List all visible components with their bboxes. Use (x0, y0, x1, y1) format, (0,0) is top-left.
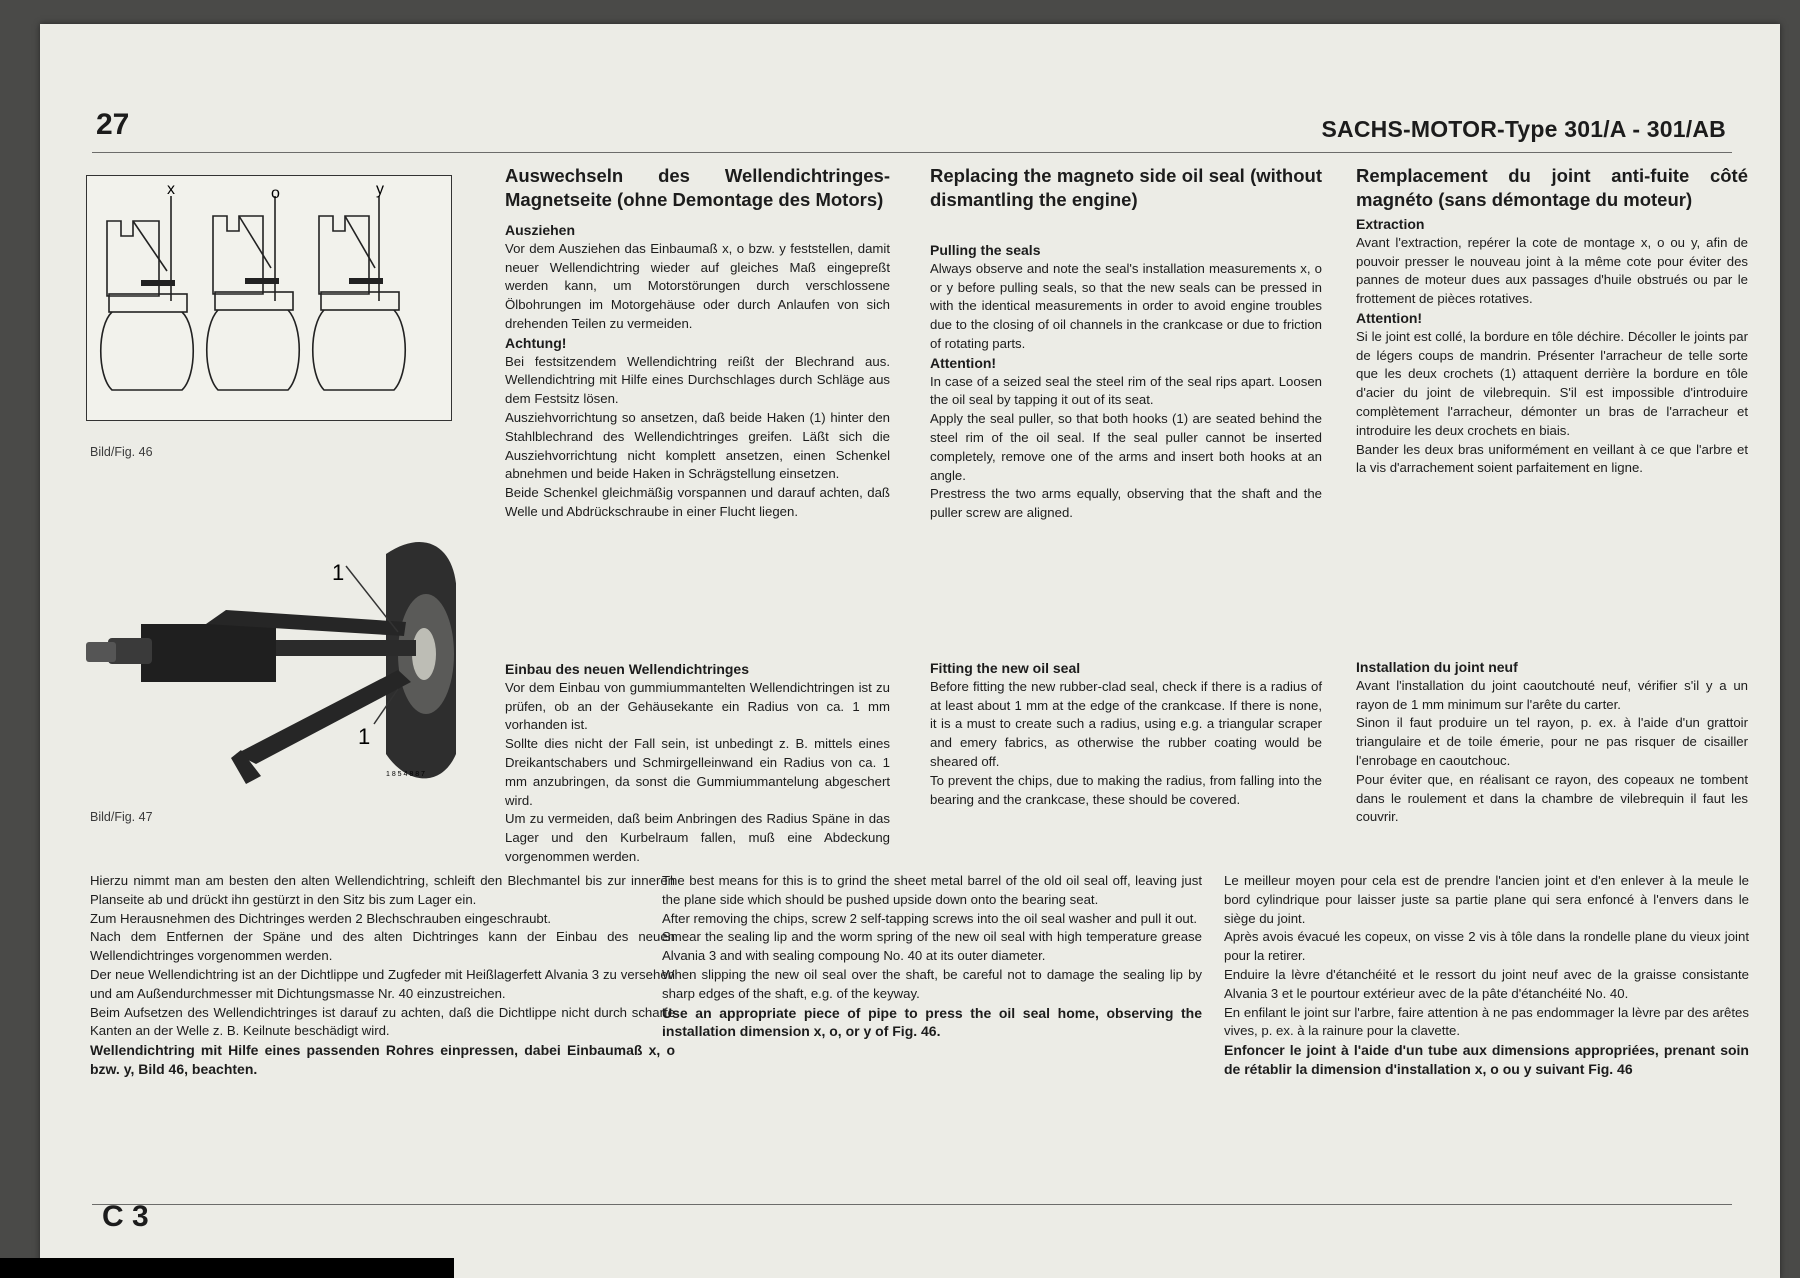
french-column (1356, 164, 1748, 478)
german-section-fitting: Einbau des neuen Wellendichtringes (505, 661, 750, 677)
french-installation-text-1: Avant l'installation du joint caoutchouté neuf, vérifier s'il y a un rayon de 1 mm minimum sur l'arête du carter. (1356, 677, 1748, 712)
german-column (505, 164, 890, 522)
french-bottom-p1: Le meilleur moyen pour cela est de prendre l'ancien joint et d'en enlever à la meule le bord cylindrique pour laisser juste sa partie plane qui sera enfoncé à l'envers dans le siège du joint. (1224, 873, 1749, 926)
fig46-label-y: y (376, 181, 384, 198)
figure-47-caption: Bild/Fig. 47 (90, 810, 153, 824)
german-bottom-p4: Der neue Wellendichtring ist an der Dichtlippe und Zugfeder mit Heißlagerfett Alvania 3 zu versehen und am Außendurchmesser mit Dichtungsmasse Nr. 40 einzustreichen. (90, 966, 675, 1001)
french-installation-text-3: Pour éviter que, en réalisant ce rayon, des copeaux ne tombent dans le roulement et dans la chambre de vilebrequin il faut les couvrir. (1356, 771, 1748, 825)
german-prestress-text: Beide Schenkel gleichmäßig vorspannen und darauf achten, daß Welle und Abdrückschraube in einer Flucht liegen. (505, 485, 890, 519)
german-bottom-column (90, 872, 675, 1079)
figure-46-caption: Bild/Fig. 46 (90, 445, 153, 459)
french-bottom-instruction: Enfoncer le joint à l'aide d'un tube aux dimensions appropriées, prenant soin de rétablir la dimension d'installation x, o ou y suivant Fig. 46 (1224, 1042, 1749, 1077)
french-section-installation: Installation du joint neuf (1356, 659, 1518, 675)
scan-edge-bar (0, 1258, 454, 1278)
german-fitting-text-2: Sollte dies nicht der Fall sein, ist unbedingt z. B. mittels eines Dreikantschabers und Schmirgelleinwand ein Radius von ca. 1 mm anzubringen, da sonst die Gummiummantelung abgeschert wird. (505, 736, 890, 808)
english-fitting-section (930, 659, 1322, 809)
english-bottom-column (662, 872, 1202, 1041)
fig47-callout-1-top: 1 (332, 560, 345, 585)
english-pulling-text: Always observe and note the seal's installation measurements x, o or y before pulling seals, so that the new seals can be pressed in with the identical measurements in order to avoid engine troubles due to the closing of oil channels in the crankcase or due to friction of rotating parts. (930, 260, 1322, 351)
figure-47-photo (86, 514, 456, 804)
english-attention-text: In case of a seized seal the steel rim of the seal rips apart. Loosen the oil seal by tapping it out of its seat. (930, 373, 1322, 408)
french-heading: Remplacement du joint anti-fuite côté magnéto (sans démontage du moteur) (1356, 165, 1748, 210)
french-bottom-p4: En enfilant le joint sur l'arbre, faire attention à ne pas endommager la lèvre par des arêtes vives, p. ex. à la rainure pour la clavette. (1224, 1004, 1749, 1039)
french-attention: Attention! (1356, 309, 1423, 326)
french-fitting-section (1356, 658, 1748, 827)
footer-rule (92, 1204, 1732, 1205)
german-pulling-text: Vor dem Ausziehen das Einbaumaß x, o bzw. y feststellen, damit neuer Wellendichtring wieder auf gleiches Maß eingepreßt werden kann, um Motorstörungen durch verschlossene Ölbohrungen im Motorgehäuse oder durch Anlaufen von sich drehenden Teilen zu vermeiden. (505, 240, 890, 331)
english-heading: Replacing the magneto side oil seal (without dismantling the engine) (930, 165, 1322, 210)
figure-46-drawing (87, 176, 451, 420)
english-prestress-text: Prestress the two arms equally, observing that the shaft and the puller screw are aligned. (930, 486, 1322, 521)
french-section-extraction: Extraction (1356, 216, 1425, 232)
german-fitting-text-3: Um zu vermeiden, daß beim Anbringen des Radius Späne in das Lager und den Kurbelraum fallen, muß eine Abdeckung vorgenommen werden. (505, 811, 890, 864)
german-section-pulling: Ausziehen (505, 222, 576, 238)
fig46-label-x: x (167, 181, 175, 198)
english-bottom-p4: When slipping the new oil seal over the shaft, be careful not to damage the sealing lip by sharp edges of the shaft, e.g. of the keyway. (662, 966, 1202, 1001)
french-bottom-p3: Enduire la lèvre d'étanchéité et le ressort du joint neuf avec de la graisse consistante Alvania 3 et le pourtour extérieur avec de la pâte d'étanchéité No. 40. (1224, 966, 1749, 1001)
english-fitting-text-1: Before fitting the new rubber-clad seal, check if there is a radius of at least about 1 mm at the edge of the crankcase. If there is none, it is a must to create such a radius, using e.g. a triangular scraper and emery fabrics, as otherwise the rubber coating would be sheared off. (930, 678, 1322, 769)
german-fitting-text-1: Vor dem Einbau von gummiummantelten Wellendichtringen ist zu prüfen, ob an der Gehäusekante ein Radius von ca. 1 mm vorhanden ist. (505, 679, 890, 733)
german-attention: Achtung! (505, 334, 567, 351)
english-section-fitting: Fitting the new oil seal (930, 660, 1081, 676)
english-bottom-p3: Smear the sealing lip and the worm spring of the new oil seal with high temperature grease Alvania 3 and with sealing compoung No. 40 at its outer diameter. (662, 929, 1202, 964)
page-number: 27 (96, 108, 130, 141)
french-bottom-column (1224, 872, 1749, 1079)
english-bottom-p1: The best means for this is to grind the sheet metal barrel of the old oil seal off, leaving just the plane side which should be pushed upside down onto the bearing seat. (662, 873, 1202, 907)
english-section-pulling: Pulling the seals (930, 242, 1041, 258)
english-attention: Attention! (930, 354, 997, 371)
german-fitting-section (505, 660, 890, 867)
german-bottom-p1: Hierzu nimmt man am besten den alten Wellendichtring, schleift den Blechmantel bis zur inneren Planseite ab und drückt ihn gestürzt in den Sitz bis zum Lager ein. (90, 873, 675, 907)
running-head: SACHS-MOTOR-Type 301/A - 301/AB (1321, 116, 1726, 142)
german-attention-text: Bei festsitzendem Wellendichtring reißt der Blechrand aus. Wellendichtring mit Hilfe eines Durchschlages durch Schläge aus dem Festsitz lösen. (505, 353, 890, 407)
german-bottom-p3: Nach dem Entfernen der Späne und des alten Dichtringes kann der Einbau des neuen Wellendichtringes vorgenommen werden. (90, 929, 675, 964)
fig47-callout-1-bottom: 1 (358, 724, 371, 749)
figure-47 (86, 514, 456, 804)
german-heading: Auswechseln des Wellendichtringes-Magnetseite (ohne Demontage des Motors) (505, 165, 890, 210)
document-page (40, 24, 1780, 1278)
fig46-label-o: o (271, 185, 280, 202)
english-bottom-instruction: Use an appropriate piece of pipe to press the oil seal home, observing the installation dimension x, o, or y of Fig. 46. (662, 1004, 1202, 1040)
french-extraction-text: Avant l'extraction, repérer la cote de montage x, o ou y, afin de pouvoir presser le nouveau joint à la même cote pour éviter des pannes de moteur dues aux passages d'huile obstrués ou par le frottement de pièces rotatives. (1356, 234, 1748, 307)
german-bottom-p5: Beim Aufsetzen des Wellendichtringes ist darauf zu achten, daß die Dichtlippe nicht durch scharfe Kanten an der Welle z. B. Keilnute beschädigt wird. (90, 1004, 675, 1039)
german-puller-text: Ausziehvorrichtung so ansetzen, daß beide Haken (1) hinter den Stahlblechrand des Wellendichtringes greifen. Läßt sich die Ausziehvorrichtung nicht komplett ansetzen, einen Schenkel abnehmen und beide Haken in Schrägstellung einsetzen. (505, 409, 890, 482)
english-puller-text: Apply the seal puller, so that both hooks (1) are seated behind the steel rim of the oil seal. If the seal puller cannot be inserted completely, remove one of the arms and insert both hooks at an angle. (930, 411, 1322, 483)
french-bottom-p2: Après avois évacué les copeux, on visse 2 vis à tôle dans la rondelle plane du vieux joint pour la retirer. (1224, 929, 1749, 964)
french-prestress-text: Bander les deux bras uniformément en veillant à ce que l'arbre et la vis d'arrachement soient parfaitement en ligne. (1356, 441, 1748, 476)
german-bottom-p2: Zum Herausnehmen des Dichtringes werden 2 Blechschrauben eingeschraubt. (90, 910, 552, 926)
english-bottom-p2: After removing the chips, screw 2 self-tapping screws into the oil seal washer and pull it out. (662, 910, 1198, 926)
english-fitting-text-2: To prevent the chips, due to making the radius, from falling into the bearing and the crankcase, these should be covered. (930, 772, 1322, 807)
header-rule (92, 152, 1732, 153)
footer-code: C 3 (102, 1200, 149, 1233)
fig47-photo-code: 1 8 5 4 8 8 7 (386, 771, 425, 778)
figure-46 (86, 175, 452, 421)
english-column (930, 164, 1322, 523)
french-attention-text: Si le joint est collé, la bordure en tôle déchire. Décoller le joints par de légers coups de mandrin. Présenter l'arracheur de telle sorte que les deux crochets (1) attaquent derrière la bordure en tôle d'acier du joint de vilebrequin. S'il est impossible d'introduire complètement l'arracheur, démonter un bras de l'arracheur et introduire les deux crochets en biais. (1356, 328, 1748, 438)
german-bottom-instruction: Wellendichtring mit Hilfe eines passenden Rohres einpressen, dabei Einbaumaß x, o bzw. y, Bild 46, beachten. (90, 1042, 675, 1077)
french-installation-text-2: Sinon il faut produire un tel rayon, p. ex. à l'aide d'un grattoir triangulaire et de toile émerie, pour ne pas risquer de cisailler l'enrobage en caoutchouc. (1356, 715, 1748, 768)
